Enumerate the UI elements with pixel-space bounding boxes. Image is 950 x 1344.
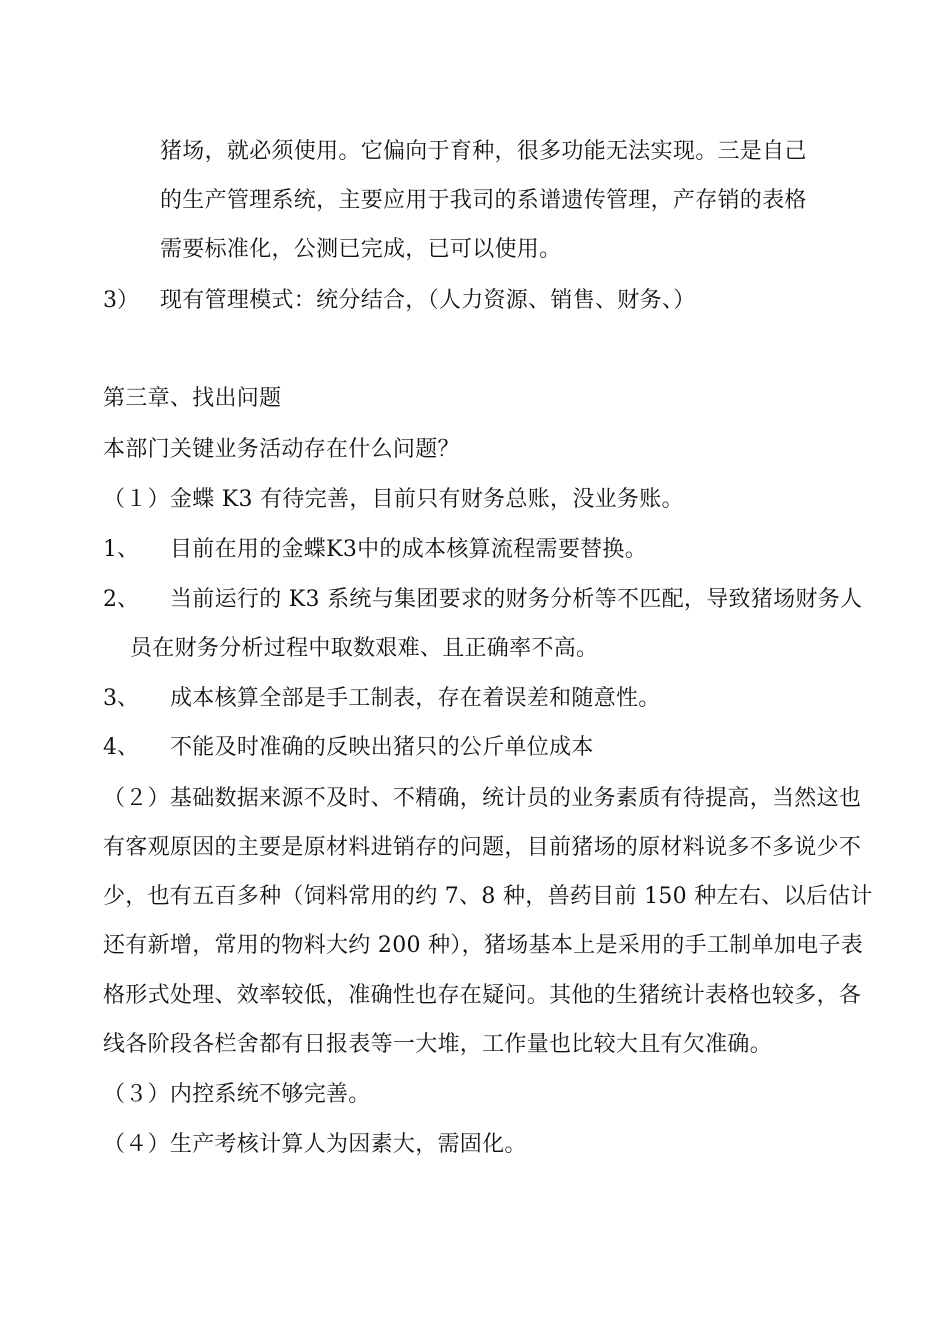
continuation-line-3: 需要标准化，公测已完成，已可以使用。 xyxy=(160,237,562,262)
problem4-text: （４）生产考核计算人为因素大，需固化。 xyxy=(103,1132,527,1157)
problem2-line-6: 线各阶段各栏舍都有日报表等一大堆，工作量也比较大且有欠准确。 xyxy=(103,1032,773,1057)
problem2-line-4: 还有新增，常用的物料大约 200 种），猪场基本上是采用的手工制单加电子表 xyxy=(103,933,864,958)
problem1-title: （１）金蝶 K3 有待完善，目前只有财务总账，没业务账。 xyxy=(103,487,684,512)
problem1-item2-text-line1: 当前运行的 K3 系统与集团要求的财务分析等不匹配，导致猪场财务人 xyxy=(170,587,863,612)
problem2-line-3: 少，也有五百多种（饲料常用的约 7、8 种，兽药目前 150 种左右、以后估计 xyxy=(103,884,873,909)
continuation-line-1: 猪场，就必须使用。它偏向于育种，很多功能无法实现。三是自己 xyxy=(160,139,807,164)
problem1-item4-number: 4、 xyxy=(103,735,139,760)
problem1-item3-number: 3、 xyxy=(103,686,139,711)
chapter3-heading: 第三章、找出问题 xyxy=(103,386,282,411)
chapter3-question: 本部门关键业务活动存在什么问题？ xyxy=(103,437,460,462)
problem1-item2-text-line2: 员在财务分析过程中取数艰难、且正确率不高。 xyxy=(130,636,599,661)
problem2-line-5: 格形式处理、效率较低，准确性也存在疑问。其他的生猪统计表格也较多，各 xyxy=(103,983,862,1008)
problem1-item4-text: 不能及时准确的反映出猪只的公斤单位成本 xyxy=(170,735,594,760)
continuation-line-2: 的生产管理系统，主要应用于我司的系谱遗传管理，产存销的表格 xyxy=(160,188,807,213)
problem2-line-2: 有客观原因的主要是原材料进销存的问题，目前猪场的原材料说多不多说少不 xyxy=(103,835,862,860)
problem1-item3-text: 成本核算全部是手工制表，存在着误差和随意性。 xyxy=(170,686,661,711)
item3-text: 现有管理模式：统分结合，（人力资源、销售、财务、） xyxy=(160,288,696,313)
problem1-item1-number: 1、 xyxy=(103,537,139,562)
item3-number: 3） xyxy=(103,288,139,313)
problem1-item2-number: 2、 xyxy=(103,587,139,612)
problem2-line-1: （２）基础数据来源不及时、不精确，统计员的业务素质有待提高，当然这也 xyxy=(103,786,862,811)
problem1-item1-text: 目前在用的金蝶K3中的成本核算流程需要替换。 xyxy=(170,537,648,562)
problem3-text: （３）内控系统不够完善。 xyxy=(103,1082,371,1107)
